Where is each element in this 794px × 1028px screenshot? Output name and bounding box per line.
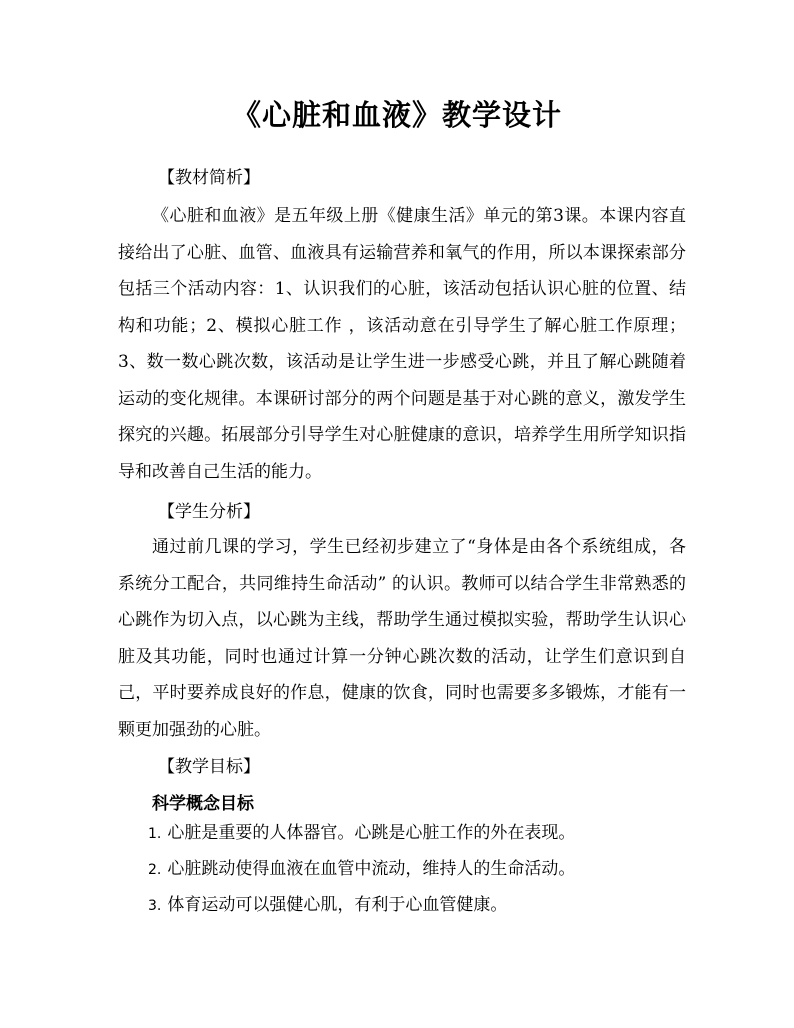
list-item <box>148 887 575 923</box>
student-analysis-paragraph: 通过前几课的学习，学生已经初步建立了“身体是由各个系统组成，各系统分工配合，共同维持生命活动” 的认识。教师可以结合学生非常熟悉的心跳作为切入点，以心跳为主线，帮助学生通过模拟实验，帮助学生认识心脏及其功能，同时也通过计算一分钟心跳次数的活动，让学生们意识到自己，平时要养成良好的作息，健康的饮食，同时也需要多多锻炼，才能有一颗更加强劲的心脏。 <box>118 537 686 740</box>
list-item <box>148 815 575 851</box>
section-heading-teaching-goals: 【教学目标】 <box>158 757 260 777</box>
list-item <box>148 851 575 887</box>
list-item-text: 心脏跳动使得血液在血管中流动，维持人的生命活动。 <box>167 859 576 879</box>
section-heading-textbook-analysis: 【教材简析】 <box>158 168 260 188</box>
subheading-science-concept-goals: 科学概念目标 <box>152 794 254 814</box>
list-item-number: 3. <box>148 898 162 914</box>
list-item-number: 2. <box>148 862 162 878</box>
section-heading-student-analysis: 【学生分析】 <box>158 502 260 522</box>
document-title: 《心脏和血液》教学设计 <box>231 98 562 132</box>
list-item-number: 1. <box>148 826 162 842</box>
list-item-text: 体育运动可以强健心肌，有利于心血管健康。 <box>167 895 508 915</box>
goals-list <box>148 815 575 923</box>
list-item-text: 心脏是重要的人体器官。心跳是心脏工作的外在表现。 <box>167 823 576 843</box>
textbook-analysis-paragraph: 《心脏和血液》是五年级上册《健康生活》单元的第3课。本课内容直接给出了心脏、血管、血液具有运输营养和氧气的作用，所以本课探索部分包括三个活动内容：1、认识我们的心脏，该活动包括认识心脏的位置、结构和功能；2、模拟心脏工作 ，该活动意在引导学生了解心脏工作原理；3、数一数心跳次数，该活动是让学生进一步感受心跳，并且了解心跳随着运动的变化规律。本课研讨部分的两个问题是基于对心跳的意义，激发学生探究的兴趣。拓展部分引导学生对心脏健康的意识，培养学生用所学知识指导和改善自己生活的能力。 <box>118 206 686 482</box>
